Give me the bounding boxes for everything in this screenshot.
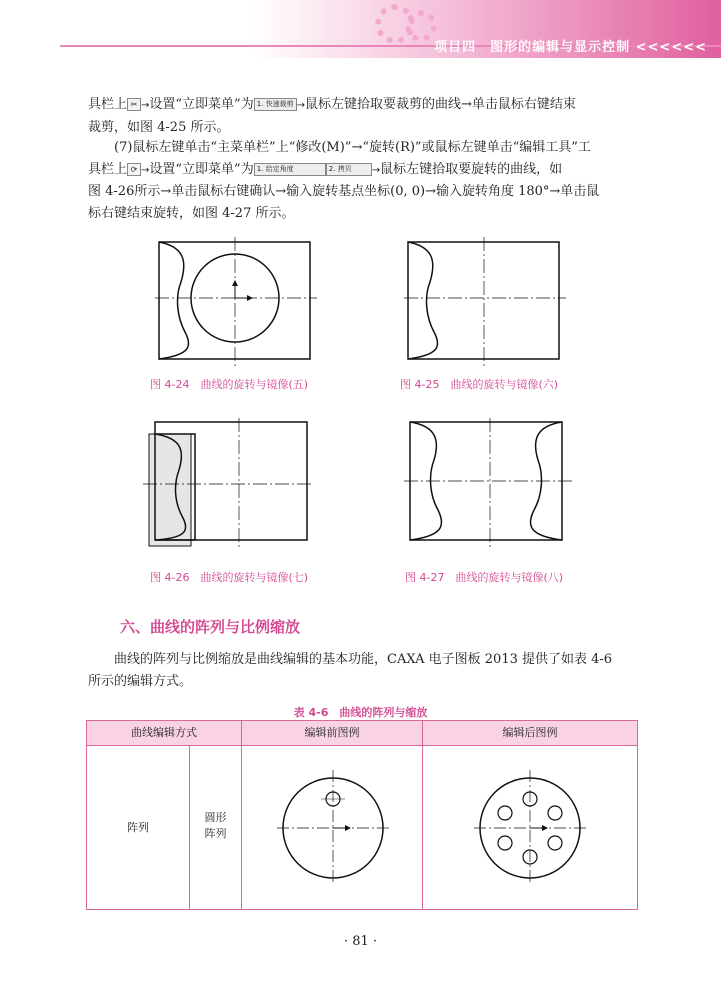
arrow-icon: → xyxy=(296,100,305,111)
arrow-icon: → xyxy=(141,100,150,111)
text: 圆形 xyxy=(204,811,227,824)
figure-4-27 xyxy=(404,418,574,548)
text: 曲线的阵列与比例缩放是曲线编辑的基本功能，CAXA 电子图板 2013 提供了如表 4-6 xyxy=(114,652,613,667)
table-cell-type: 阵列 xyxy=(127,821,149,834)
figure-caption: 图 4-27 曲线的旋转与镜像(八) xyxy=(405,571,564,584)
table-divider xyxy=(241,721,242,909)
chapter-title: 项目四 图形的编辑与显示控制 <<<<<< xyxy=(434,40,707,55)
array-after-diagram xyxy=(474,766,586,886)
text: 具栏上 xyxy=(88,161,128,177)
figure-4-25 xyxy=(404,237,566,369)
trim-tool-icon: ✂ xyxy=(127,98,141,111)
table-divider xyxy=(422,721,423,909)
text: (7)鼠标左键单击“主菜单栏”上“修改(M)”→“旋转(R)”或鼠标左键单击“编辑工具”工 xyxy=(114,140,591,155)
text: 图 4-26所示→单击鼠标右键确认→输入旋转基点坐标(0, 0)→输入旋转角度 180°→单击鼠 xyxy=(88,184,600,199)
text: 标右键结束旋转，如图 4-27 所示。 xyxy=(88,205,295,221)
figure-caption: 图 4-26 曲线的旋转与镜像(七) xyxy=(150,571,309,584)
text: 具栏上 xyxy=(88,97,128,112)
figure-caption: 图 4-25 曲线的旋转与镜像(六) xyxy=(400,378,559,391)
figure-4-26 xyxy=(143,418,313,548)
table-title: 表 4-6 曲线的阵列与缩放 xyxy=(293,706,428,719)
page-number: · 81 · xyxy=(343,934,378,949)
array-before-diagram xyxy=(277,766,389,886)
table-header-cell: 编辑后图例 xyxy=(502,726,558,739)
figure-caption: 图 4-24 曲线的旋转与镜像(五) xyxy=(150,378,309,391)
table-header-row xyxy=(87,721,637,746)
rotate-tool-icon: ⟳ xyxy=(127,163,141,176)
table-cell-subtype xyxy=(190,809,241,841)
text: 裁剪，如图 4-25 所示。 xyxy=(88,119,230,135)
paragraph-rotate xyxy=(88,137,633,224)
rotate-angle-dropdown: 1. 给定角度 xyxy=(254,163,326,176)
section-heading: 六、曲线的阵列与比例缩放 xyxy=(120,618,301,636)
paragraph-trim xyxy=(88,94,633,138)
gear-decoration-icon xyxy=(405,10,437,42)
section-body xyxy=(88,649,633,692)
copy-mode-dropdown: 2. 拷贝 xyxy=(326,163,372,176)
text: 鼠标左键拾取要旋转的曲线，如 xyxy=(380,161,563,177)
arrow-icon: → xyxy=(371,164,381,176)
table-header-cell: 曲线编辑方式 xyxy=(131,726,197,739)
text: 鼠标左键拾取要裁剪的曲线→单击鼠标右键结束 xyxy=(305,97,576,112)
text: 设置“立即菜单”为 xyxy=(149,161,254,177)
table-4-6 xyxy=(86,720,638,910)
figure-4-24 xyxy=(155,237,317,369)
text: 设置“立即菜单”为 xyxy=(149,97,254,112)
trim-mode-dropdown: 1. 快速裁剪 xyxy=(254,98,297,111)
text: 阵列 xyxy=(204,827,227,840)
arrow-icon: → xyxy=(141,164,150,176)
text: 所示的编辑方式。 xyxy=(88,673,193,689)
table-header-cell: 编辑前图例 xyxy=(304,726,360,739)
